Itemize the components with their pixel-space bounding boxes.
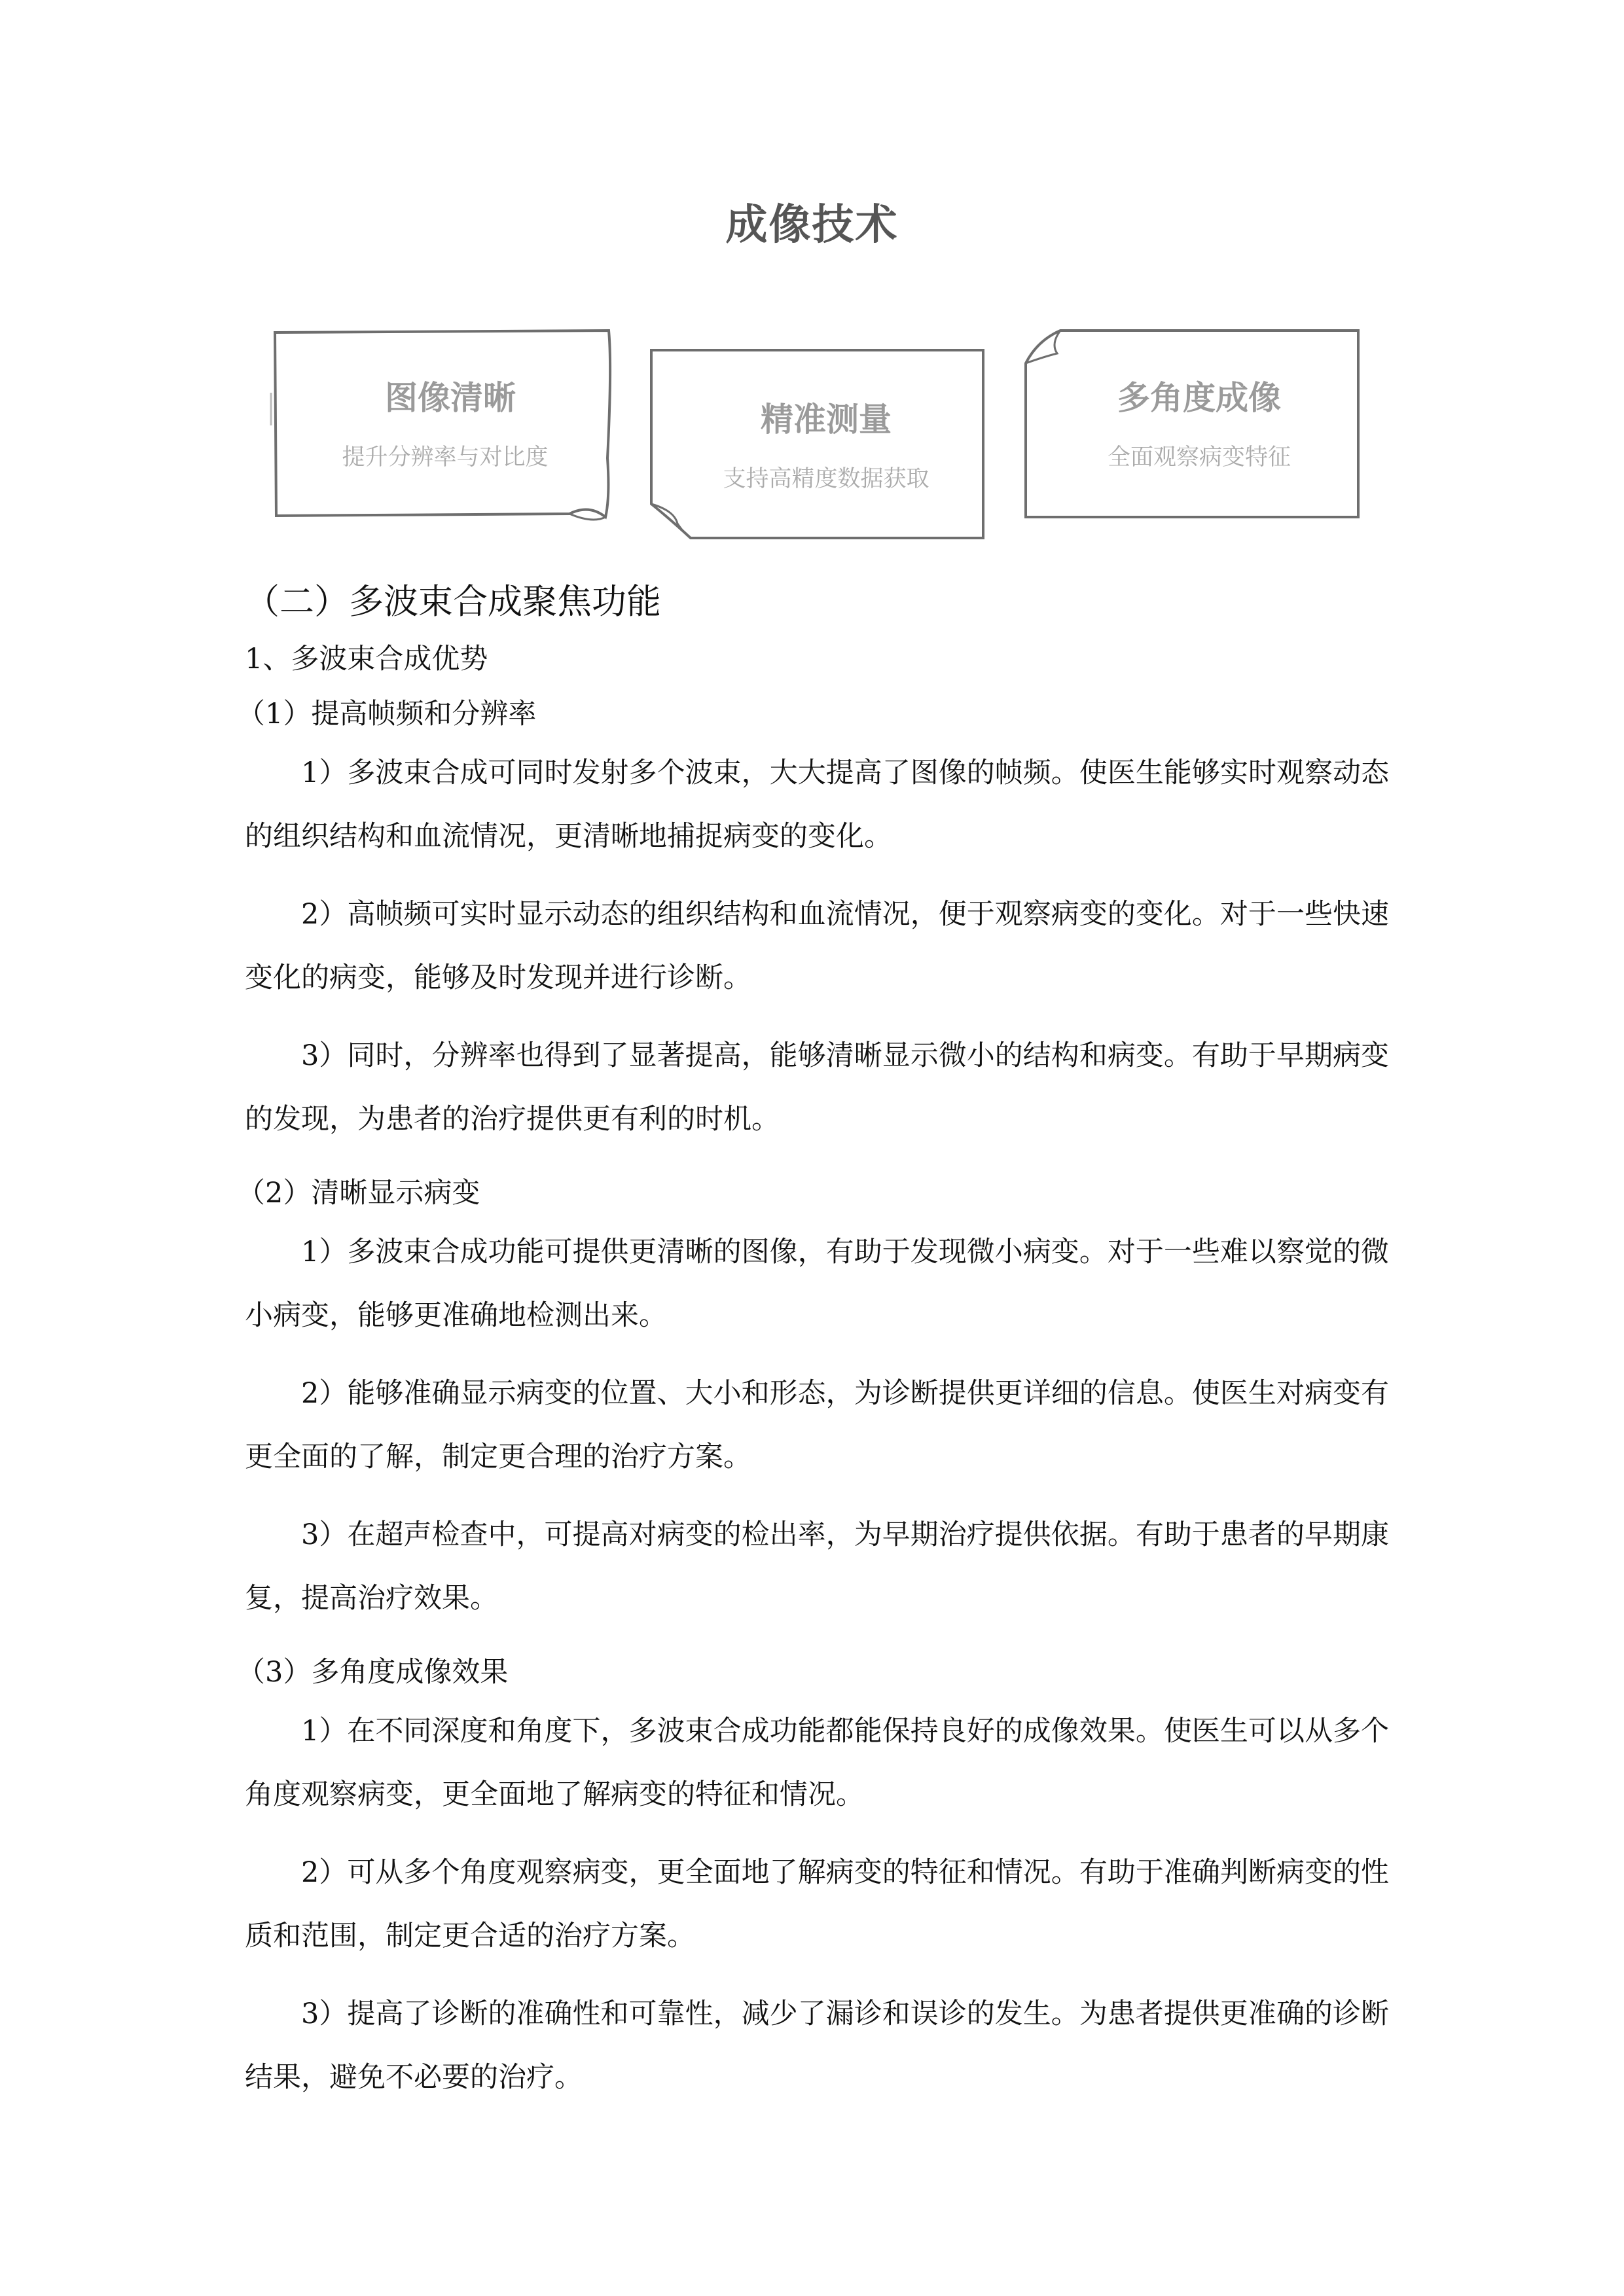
- feature-card-image-clarity: [271, 331, 610, 520]
- subsection-heading: （2）清晰显示病变: [237, 1177, 480, 1210]
- paragraph: 1）多波束合成可同时发射多个波束，大大提高了图像的帧频。使医生能够实时观察动态的组织结构和血流情况，更清晰地捕捉病变的变化。: [245, 757, 1389, 853]
- paragraph: 1）在不同深度和角度下，多波束合成功能都能保持良好的成像效果。使医生可以从多个角度观察病变，更全面地了解病变的特征和情况。: [245, 1715, 1389, 1811]
- subsection-heading: （1）提高帧频和分辨率: [237, 698, 537, 730]
- paragraph: 2）能够准确显示病变的位置、大小和形态，为诊断提供更详细的信息。使医生对病变有更全面的了解，制定更合理的治疗方案。: [245, 1377, 1389, 1473]
- card-subtitle-image-clarity: 提升分辨率与对比度: [342, 444, 549, 471]
- feature-cards-diagram: [0, 0, 1624, 563]
- feature-card-precise-measurement: [651, 350, 983, 538]
- paragraph: 1）多波束合成功能可提供更清晰的图像，有助于发现微小病变。对于一些难以察觉的微小病变，能够更准确地检测出来。: [245, 1236, 1389, 1332]
- paragraph: 3）同时，分辨率也得到了显著提高，能够清晰显示微小的结构和病变。有助于早期病变的发现，为患者的治疗提供更有利的时机。: [245, 1039, 1389, 1136]
- paragraph: 2）可从多个角度观察病变，更全面地了解病变的特征和情况。有助于准确判断病变的性质和范围，制定更合适的治疗方案。: [245, 1856, 1389, 1952]
- card-title-image-clarity: 图像清晰: [385, 379, 516, 417]
- card-subtitle-precise-measurement: 支持高精度数据获取: [723, 466, 929, 492]
- document-body: [237, 573, 1389, 2124]
- card-title-precise-measurement: 精准测量: [761, 401, 892, 439]
- card-title-multi-angle-imaging: 多角度成像: [1117, 379, 1281, 417]
- diagram-title: 成像技术: [725, 201, 899, 249]
- subsection-title: 1、多波束合成优势: [245, 643, 488, 675]
- feature-card-multi-angle-imaging: [1026, 331, 1358, 517]
- subsection-heading: （3）多角度成像效果: [237, 1656, 509, 1689]
- section-title: （二）多波束合成聚焦功能: [245, 582, 661, 622]
- paragraph: 3）提高了诊断的准确性和可靠性，减少了漏诊和误诊的发生。为患者提供更准确的诊断结果，避免不必要的治疗。: [245, 1998, 1389, 2094]
- paragraph: 3）在超声检查中，可提高对病变的检出率，为早期治疗提供依据。有助于患者的早期康复，提高治疗效果。: [245, 1518, 1389, 1615]
- paragraph: 2）高帧频可实时显示动态的组织结构和血流情况，便于观察病变的变化。对于一些快速变化的病变，能够及时发现并进行诊断。: [245, 898, 1389, 994]
- card-subtitle-multi-angle-imaging: 全面观察病变特征: [1107, 444, 1291, 471]
